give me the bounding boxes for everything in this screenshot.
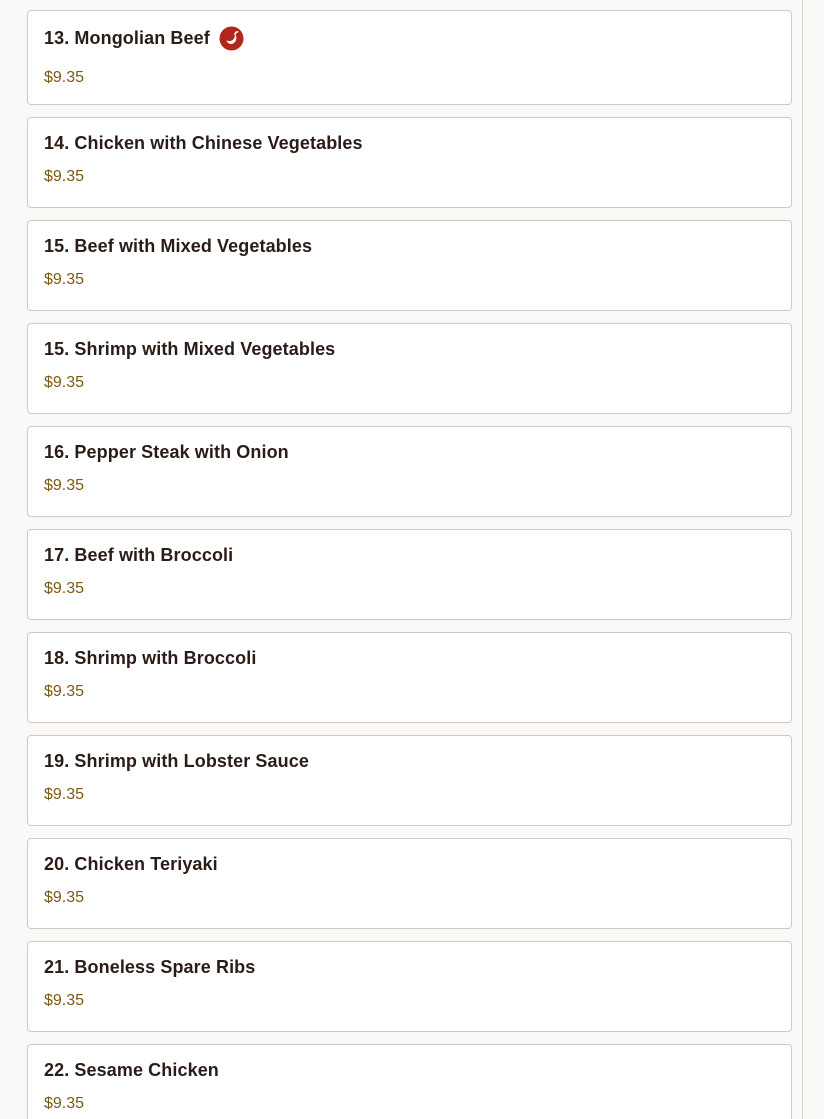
menu-item-card[interactable] [27,426,792,517]
menu-item-name: 21. Boneless Spare Ribs [44,956,256,977]
menu-item-header [44,633,775,677]
menu-item-header [44,427,775,471]
menu-item-name: 13. Mongolian Beef [44,27,210,48]
menu-item-card[interactable] [27,941,792,1032]
menu-item-header [44,118,775,162]
menu-item-price: $9.35 [44,580,85,597]
menu-item-name: 18. Shrimp with Broccoli [44,647,257,668]
menu-item-price: $9.35 [44,69,85,86]
menu-item-header [44,324,775,368]
menu-item-card[interactable] [27,220,792,311]
menu-item-header [44,530,775,574]
menu-item-name: 17. Beef with Broccoli [44,544,234,565]
menu-item-price: $9.35 [44,1095,85,1112]
menu-item-price: $9.35 [44,683,85,700]
menu-item-name: 15. Beef with Mixed Vegetables [44,235,313,256]
spicy-pepper-icon [219,26,244,51]
menu-item-header [44,839,775,883]
menu-item-header [44,1045,775,1089]
menu-item-card[interactable] [27,10,792,105]
menu-item-card[interactable] [27,1044,792,1119]
menu-item-header [44,942,775,986]
menu-item-header [44,11,775,61]
menu-item-card[interactable] [27,529,792,620]
menu-item-price: $9.35 [44,992,85,1009]
menu-item-name: 22. Sesame Chicken [44,1059,219,1080]
menu-item-header [44,736,775,780]
menu-item-price: $9.35 [44,786,85,803]
menu-item-name: 15. Shrimp with Mixed Vegetables [44,338,336,359]
menu-item-price: $9.35 [44,168,85,185]
menu-item-price: $9.35 [44,889,85,906]
menu-item-name: 19. Shrimp with Lobster Sauce [44,750,309,771]
menu-item-price: $9.35 [44,374,85,391]
menu-item-card[interactable] [27,632,792,723]
menu-item-header [44,221,775,265]
menu-item-card[interactable] [27,117,792,208]
menu-item-name: 20. Chicken Teriyaki [44,853,218,874]
menu-item-list [27,10,792,1119]
menu-item-name: 14. Chicken with Chinese Vegetables [44,132,363,153]
menu-item-price: $9.35 [44,477,85,494]
menu-item-price: $9.35 [44,271,85,288]
menu-item-name: 16. Pepper Steak with Onion [44,441,289,462]
menu-item-card[interactable] [27,838,792,929]
scroll-divider [802,0,803,1119]
menu-item-card[interactable] [27,323,792,414]
menu-item-card[interactable] [27,735,792,826]
